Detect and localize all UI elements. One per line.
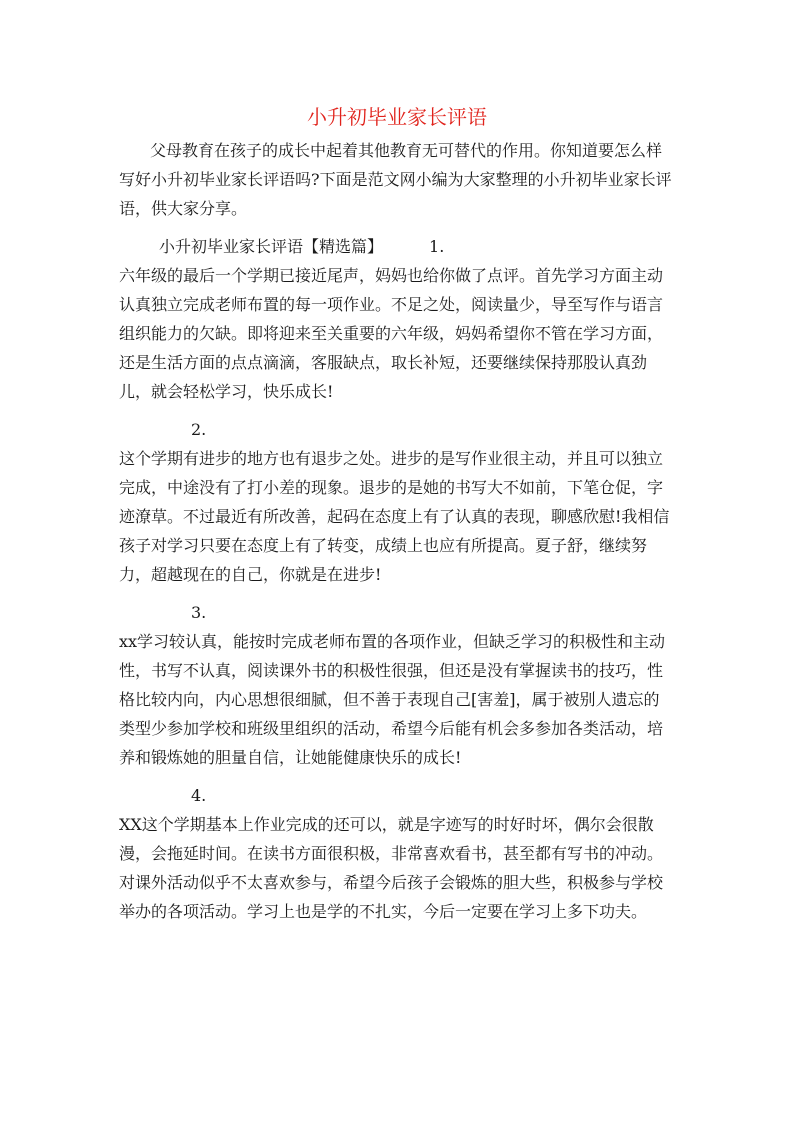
document-title: 小升初毕业家长评语 <box>307 105 487 129</box>
section-number-1: 1. <box>429 237 445 256</box>
section-text-1: 六年级的最后一个学期已接近尾声，妈妈也给你做了点评。首先学习方面主动认真独立完成老师布置的每一项作业。不足之处，阅读量少，导至写作与语言组织能力的欠缺。即将迎来至关重要的六年级，妈妈希望你不管在学习方面，还是生活方面的点点滴滴，客服缺点，取长补短，还要继续保持那股认真劲儿，就会轻松学习，快乐成长! <box>119 266 664 401</box>
section-heading: 小升初毕业家长评语【精选篇】 <box>159 237 384 256</box>
section-text-2: 这个学期有进步的地方也有退步之处。进步的是写作业很主动，并且可以独立完成，中途没有了打小差的现象。退步的是她的书写大不如前，下笔仓促，字迹潦草。不过最近有所改善，起码在态度上有了认真的表现，聊感欣慰!我相信孩子对学习只要在态度上有了转变，成绩上也应有所提高。夏子舒，继续努力，超越现在的自己，你就是在进步! <box>119 449 670 584</box>
section-heading-line <box>119 232 675 261</box>
section-text-4: XX这个学期基本上作业完成的还可以，就是字迹写的时好时坏，偶尔会很散漫，会拖延时间。在读书方面很积极，非常喜欢看书，甚至都有写书的冲动。对课外活动似乎不太喜欢参与，希望今后孩子会锻炼的胆大些，积极参与学校举办的各项活动。学习上也是学的不扎实，今后一定要在学习上多下功夫。 <box>119 815 664 921</box>
section-number-4: 4. <box>191 786 207 805</box>
document-body <box>119 136 675 926</box>
section-text-3: xx学习较认真，能按时完成老师布置的各项作业，但缺乏学习的积极性和主动性，书写不认真，阅读课外书的积极性很强，但还是没有掌握读书的技巧，性格比较内向，内心思想很细腻，但不善于表现自己[害羞]，属于被别人遗忘的类型少参加学校和班级里组织的活动，希望今后能有机会多参加各类活动，培养和锻炼她的胆量自信，让她能健康快乐的成长! <box>119 632 666 767</box>
intro-paragraph: 父母教育在孩子的成长中起着其他教育无可替代的作用。你知道要怎么样写好小升初毕业家长评语吗?下面是范文网小编为大家整理的小升初毕业家长评语，供大家分享。 <box>119 141 672 218</box>
section-number-2: 2. <box>191 420 207 439</box>
section-number-3: 3. <box>191 603 207 622</box>
